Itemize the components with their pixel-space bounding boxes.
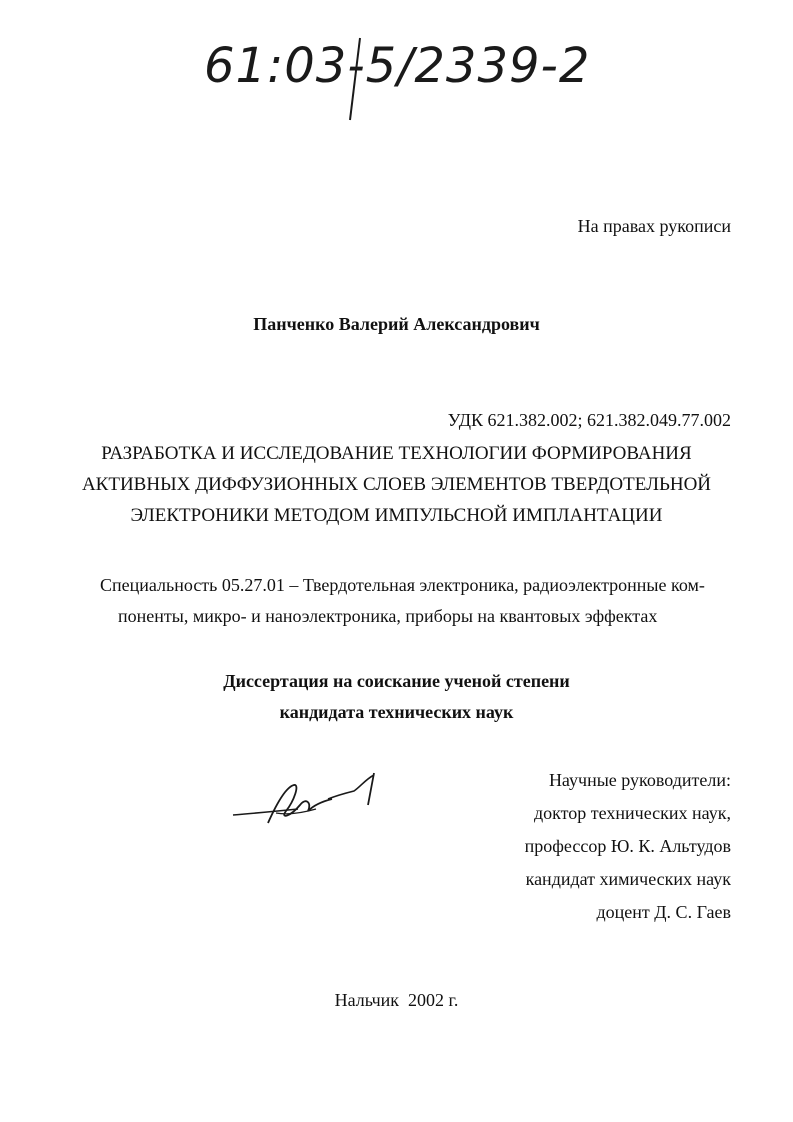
supervisors-line: кандидат химических наук bbox=[525, 869, 731, 889]
specialty-line: Специальность 05.27.01 – Твердотельная электроника, радиоэлектронные ком- bbox=[100, 575, 705, 595]
supervisors-line: профессор Ю. К. Альтудов bbox=[524, 836, 731, 856]
title-line: ЭЛЕКТРОНИКИ МЕТОДОМ ИМПУЛЬСНОЙ ИМПЛАНТАЦИИ bbox=[130, 505, 663, 526]
supervisors-line: Научные руководители: bbox=[548, 770, 731, 790]
udk-code: УДК 621.382.002; 621.382.049.77.002 bbox=[447, 410, 731, 430]
dissertation-line: кандидата технических наук bbox=[279, 702, 514, 722]
author-name: Панченко Валерий Александрович bbox=[253, 314, 540, 334]
title-line: РАЗРАБОТКА И ИССЛЕДОВАНИЕ ТЕХНОЛОГИИ ФОРМИРОВАНИЯ bbox=[101, 443, 692, 464]
specialty-line: поненты, микро- и наноэлектроника, приборы на квантовых эффектах bbox=[118, 606, 658, 626]
specialty-text bbox=[100, 570, 740, 632]
handwritten-archive-number bbox=[200, 20, 591, 130]
signature-stroke bbox=[328, 775, 374, 799]
dissertation-line: Диссертация на соискание ученой степени bbox=[223, 671, 570, 691]
handwritten-signature bbox=[228, 765, 398, 835]
supervisors-line: доктор технических наук, bbox=[534, 803, 731, 823]
signature-stroke bbox=[268, 785, 332, 823]
rights-note: На правах рукописи bbox=[577, 216, 731, 236]
place-and-year: Нальчик 2002 г. bbox=[334, 990, 459, 1010]
dissertation-degree bbox=[0, 666, 793, 728]
handwritten-number-text: 61:03-5/2339-2 bbox=[204, 38, 591, 94]
signature-svg bbox=[228, 765, 398, 835]
handwritten-number-svg bbox=[200, 20, 591, 130]
scientific-supervisors bbox=[525, 764, 731, 929]
thesis-title bbox=[60, 438, 733, 531]
supervisors-line: доцент Д. С. Гаев bbox=[596, 902, 731, 922]
title-line: АКТИВНЫХ ДИФФУЗИОННЫХ СЛОЕВ ЭЛЕМЕНТОВ ТВЕРДОТЕЛЬНОЙ bbox=[81, 474, 712, 495]
